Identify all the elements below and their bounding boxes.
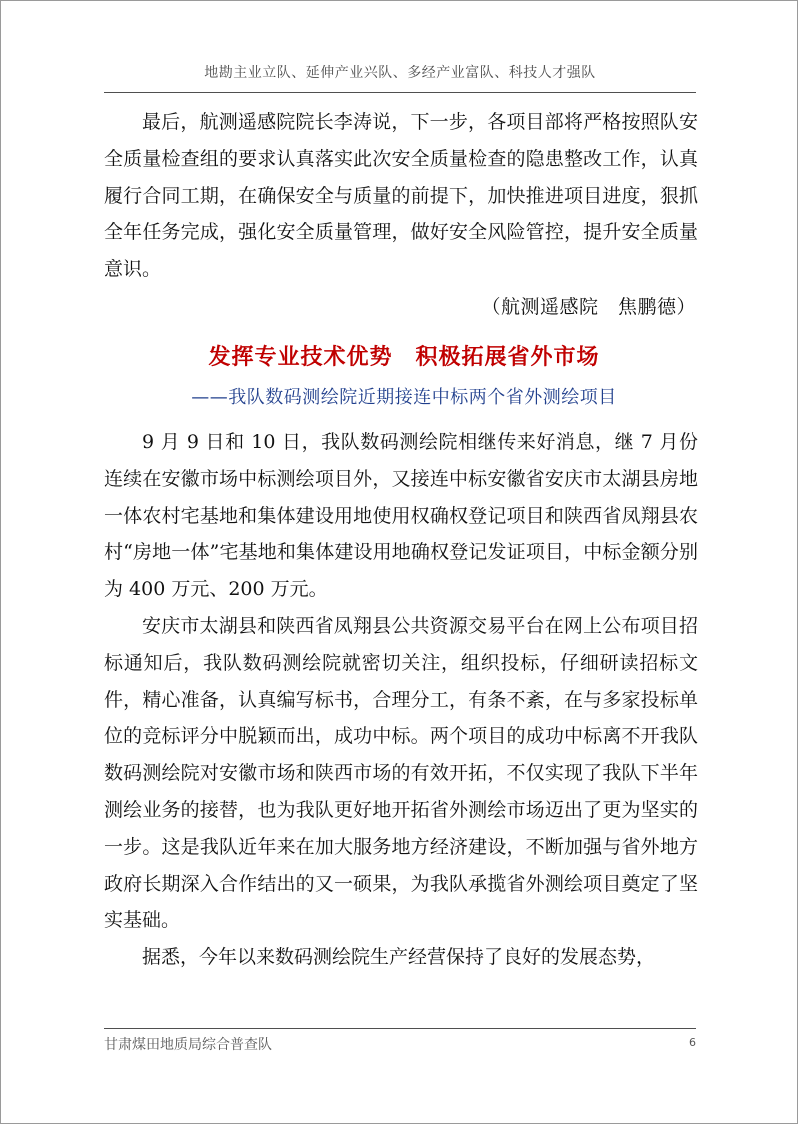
paragraph: 最后，航测遥感院院长李涛说，下一步，各项目部将严格按照队安全质量检查组的要求认真落实此次安全质量检查的隐患整改工作，认真履行合同工期，在确保安全与质量的前提下，加快推进项目进度，狠抓全年任务完成，强化安全质量管理，做好安全风险管控，提升安全质量意识。 xyxy=(104,111,698,281)
article-subtitle: ——我队数码测绘院近期接连中标两个省外测绘项目 xyxy=(191,387,617,408)
page-number: 6 xyxy=(689,1036,696,1049)
article-byline: （航测遥感院 焦鹏德） xyxy=(481,296,696,318)
footer-organization: 甘肃煤田地质局综合普查队 xyxy=(104,1037,272,1053)
footer-divider xyxy=(104,1028,696,1029)
article-title: 发挥专业技术优势 积极拓展省外市场 xyxy=(208,344,600,370)
paragraph: 安庆市太湖县和陕西省凤翔县公共资源交易平台在网上公布项目招标通知后，我队数码测绘院就密切关注，组织投标，仔细研读招标文件，精心准备，认真编写标书，合理分工，有条不紊，在与多家投标单位的竞标评分中脱颖而出，成功中标。两个项目的成功中标离不开我队数码测绘院对安徽市场和陕西市场的有效开拓，不仅实现了我队下半年测绘业务的接替，也为我队更好地开拓省外测绘市场迈出了更为坚实的一步。这是我队近年来在加大服务地方经济建设，不断加强与省外地方政府长期深入合作结出的又一硕果，为我队承揽省外测绘项目奠定了坚实基础。 xyxy=(104,614,698,932)
previous-article-body xyxy=(104,104,698,288)
paragraph: 据悉，今年以来数码测绘院生产经营保持了良好的发展态势， xyxy=(142,946,656,969)
paragraph: 9 月 9 日和 10 日，我队数码测绘院相继传来好消息，继 7 月份连续在安徽市场中标测绘项目外，又接连中标安徽省安庆市太湖县房地一体农村宅基地和集体建设用地使用权确权登记项目和陕西省凤翔县农村“房地一体”宅基地和集体建设用地确权登记发证项目，中标金额分别为 400 万元、200 万元。 xyxy=(104,431,698,601)
article-body xyxy=(104,424,698,976)
header-divider xyxy=(104,92,696,93)
page-header-slogan: 地勘主业立队、延伸产业兴队、多经产业富队、科技人才强队 xyxy=(204,65,596,81)
